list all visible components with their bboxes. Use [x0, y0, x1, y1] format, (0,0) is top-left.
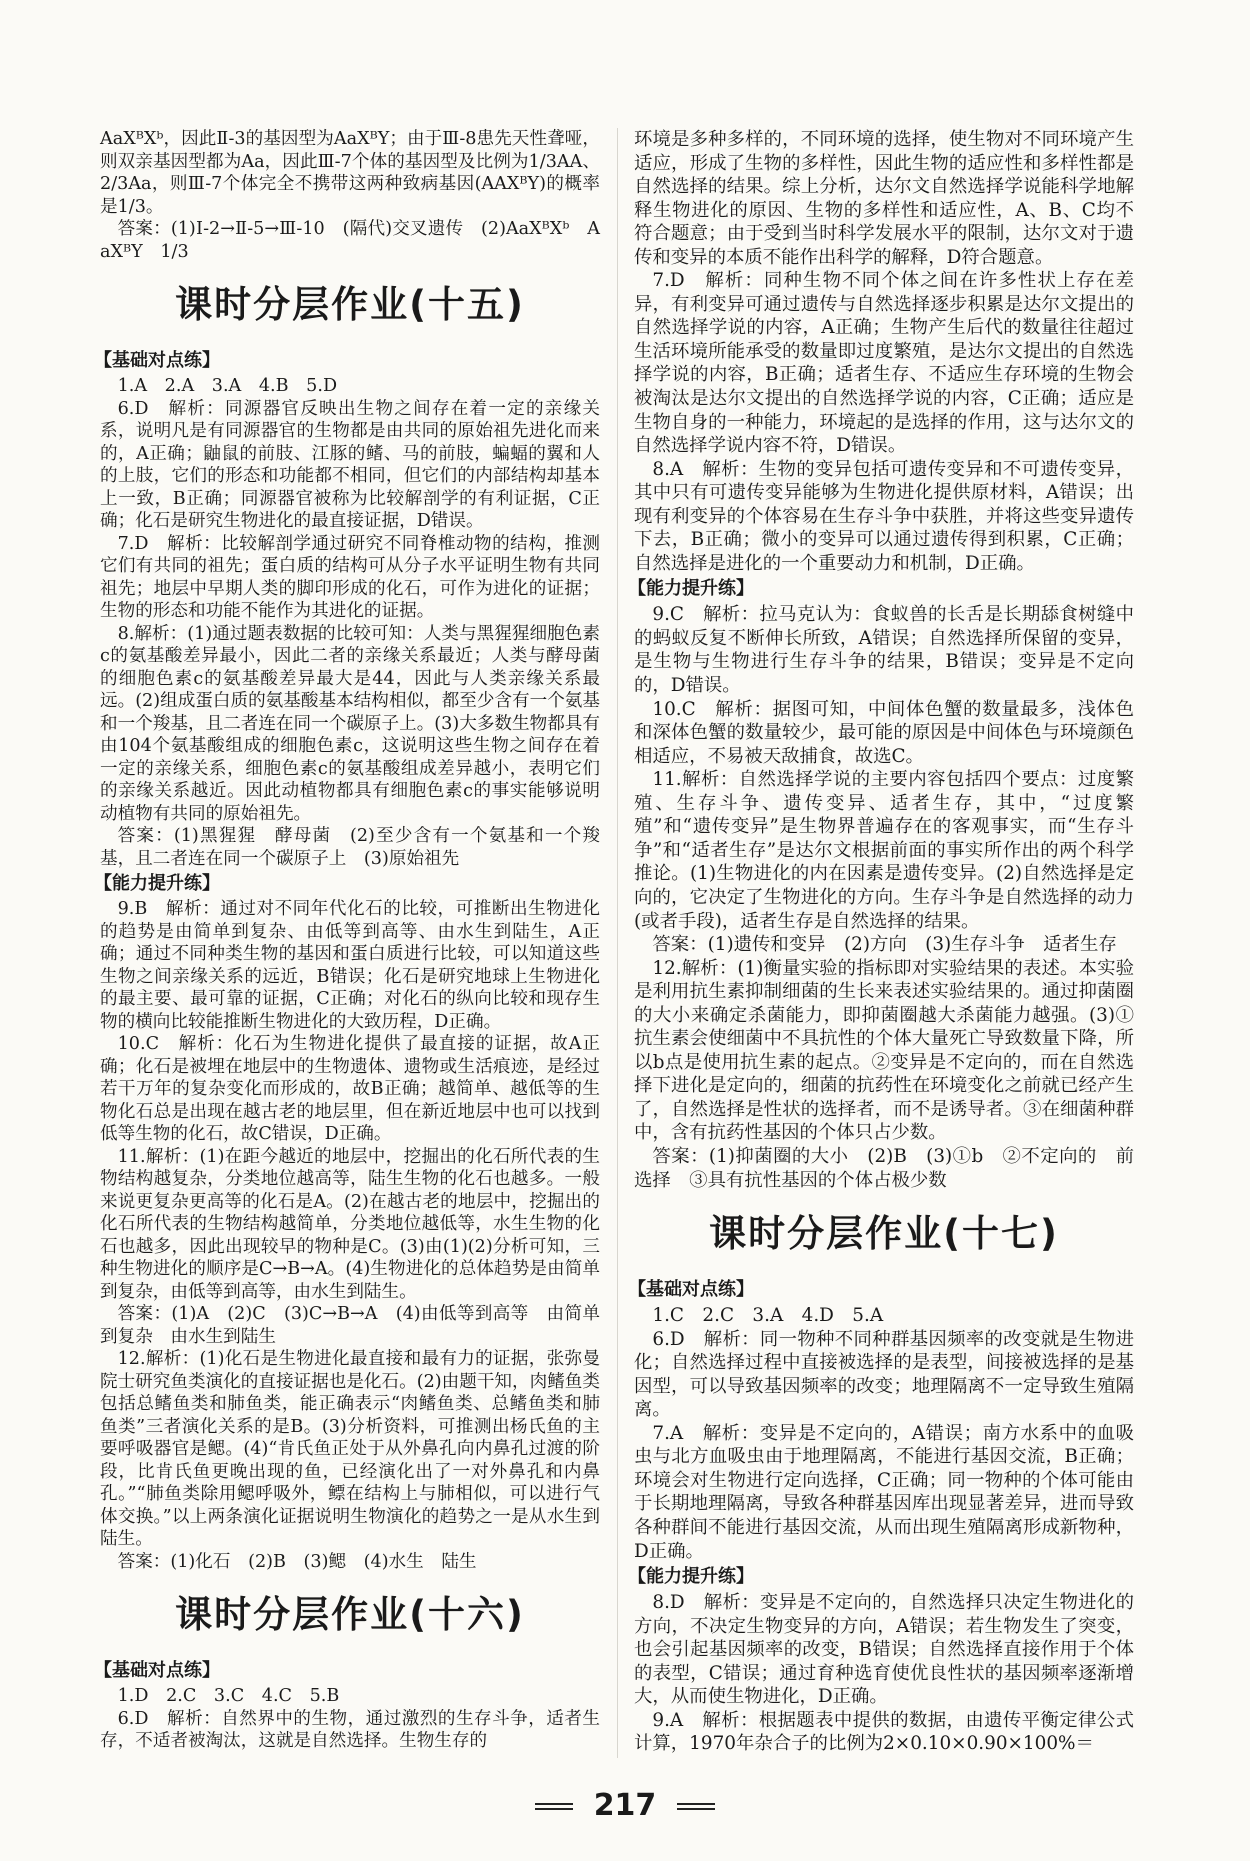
section-16-q11: 11.解析：自然选择学说的主要内容包括四个要点：过度繁殖、生存斗争、遗传变异、适者生存，其中，“过度繁殖”和“遗传变异”是生物界普遍存在的客观事实，而“生存斗争”和“适者生存”是达尔文根据前面的事实所作出的两个科学推论。(1)生物进化的内在因素是遗传变异。(2)自然选择是定向的，它决定了生物进化的方向。生存斗争是自然选择的动力(或者手段)，适者生存是自然选择的结果。 — [634, 769, 1134, 932]
section-16-q12-answer: 答案：(1)抑菌圈的大小 (2)B (3)①b ②不定向的 前 选择 ③具有抗性基因的个体占极少数 — [634, 1145, 1153, 1191]
section-17-choices: 1.C 2.C 3.A 4.D 5.A — [652, 1305, 884, 1327]
section-15-q10: 10.C 解析：化石为生物进化提供了最直接的证据，故A正确；化石是被埋在地层中的生物遗体、遗物或生活痕迹，是经过若干万年的复杂变化而形成的，故B正确；越简单、越低等的生物化石总是出现在越古老的地层里，但在新近地层中也可以找到低等生物的化石，故C错误，D正确。 — [100, 1034, 600, 1144]
section-15-choices: 1.A 2.A 3.A 4.B 5.D — [117, 376, 338, 396]
section-17-basic-heading: 【基础对点练】 — [628, 1279, 754, 1301]
section-15-q6: 6.D 解析：同源器官反映出生物之间存在着一定的亲缘关系，说明凡是有同源器官的生物都是由共同的原始祖先进化而来的，A正确；鼬鼠的前肢、江豚的鳍、马的前肢，蝙蝠的翼和人的上肢，它们的形态和功能都不相同，但它们的内部结构却基本上一致，B正确；同源器官被称为比较解剖学的有利证据，C正确；化石是研究生物进化的最直接证据，D错误。 — [100, 398, 600, 531]
section-17-q8: 8.D 解析：变异是不定向的，自然选择只决定生物进化的方向，不决定生物变异的方向，A错误；若生物发生了突变，也会引起基因频率的改变，B错误；自然选择直接作用于个体的表型，C错误；通过育种选育使优良性状的基因频率逐渐增大，从而使生物进化，D正确。 — [634, 1592, 1134, 1708]
section-15-q11-answer: 答案：(1)A (2)C (3)C→B→A (4)由低等到高等 由简单到复杂 由水生到陆生 — [100, 1304, 600, 1347]
footer-rule-right — [677, 1803, 715, 1810]
section-16-q6-continued: 环境是多种多样的，不同环境的选择，使生物对不同环境产生适应，形成了生物的多样性，因此生物的适应性和多样性都是自然选择的结果。综上分析，达尔文自然选择学说能科学地解释生物进化的原因、生物的多样性和适应性，A、B、C均不符合题意；由于受到当时科学发展水平的限制，达尔文对于遗传和变异的本质不能作出科学的解释，D符合题意。 — [634, 129, 1134, 268]
section-15-q11: 11.解析：(1)在距今越近的地层中，挖掘出的化石所代表的生物结构越复杂，分类地位越高等，陆生生物的化石也越多。一般来说更复杂更高等的化石是A。(2)在越古老的地层中，挖掘出的化石所代表的生物结构越简单，分类地位越低等，水生生物的化石也越多，因此出现较早的物种是C。(3)由(1)(2)分析可知，三种生物进化的顺序是C→B→A。(4)生物进化的总体趋势是由简单到复杂，由低等到高等，由水生到陆生。 — [100, 1146, 600, 1302]
section-16-q10: 10.C 解析：据图可知，中间体色蟹的数量最多，浅体色和深体色蟹的数量较少，最可能的原因是中间体色与环境颜色相适应，不易被天敌捕食，故选C。 — [634, 698, 1134, 767]
section-15-ability-heading: 【能力提升练】 — [94, 873, 220, 894]
section-17-ability-heading: 【能力提升练】 — [628, 1566, 754, 1588]
section-17-q9: 9.A 解析：根据题表中提供的数据，由遗传平衡定律公式计算，1970年杂合子的比例为2×0.10×0.90×100%＝ — [634, 1709, 1134, 1755]
page-number: 217 — [593, 1788, 657, 1823]
section-15-q8-answer: 答案：(1)黑猩猩 酵母菌 (2)至少含有一个氨基和一个羧基，且二者连在同一个碳原子上 (3)原始祖先 — [100, 826, 600, 869]
section-17-title: 课时分层作业(十七) — [709, 1212, 1059, 1256]
section-16-q9: 9.C 解析：拉马克认为：食蚁兽的长舌是长期舔食树缝中的蚂蚁反复不断伸长所致，A错误；自然选择所保留的变异，是生物与生物进行生存斗争的结果，B错误；变异是不定向的，D错误。 — [634, 604, 1134, 697]
column-divider — [617, 128, 618, 1758]
section-15-q12-answer: 答案：(1)化石 (2)B (3)鳃 (4)水生 陆生 — [117, 1551, 477, 1572]
intro-paragraph: AaXᴮXᵇ，因此Ⅱ-3的基因型为AaXᴮY；由于Ⅲ-8患先天性聋哑，则双亲基因型都为Aa，因此Ⅲ-7个体的基因型及比例为1/3AA、2/3Aa，则Ⅲ-7个体完全不携带这两种致病基因(AAXᴮY)的概率是1/3。 — [100, 129, 600, 217]
section-15-basic-heading: 【基础对点练】 — [94, 350, 220, 371]
section-16-ability-heading: 【能力提升练】 — [628, 578, 754, 600]
section-15-title: 课时分层作业(十五) — [175, 283, 525, 326]
section-16-basic-heading: 【基础对点练】 — [94, 1660, 220, 1681]
intro-answer: 答案：(1)Ⅰ-2→Ⅱ-5→Ⅲ-10 (隔代)交叉遗传 (2)AaXᴮXᵇ AaXᴮY 1/3 — [100, 219, 600, 262]
section-16-q7: 7.D 解析：同种生物不同个体之间在许多性状上存在差异，有利变异可通过遗传与自然选择逐步积累是达尔文提出的自然选择学说的内容，A正确；生物产生后代的数量往往超过生活环境所能承受的数量即过度繁殖，是达尔文提出的自然选择学说的内容，B正确；适者生存、不适应生存环境的生物会被淘汰是达尔文提出的自然选择学说的内容，C正确；适应是生物自身的一种能力，环境起的是选择的作用，这与达尔文的自然选择学说内容不符，D错误。 — [634, 270, 1134, 457]
section-15-q7: 7.D 解析：比较解剖学通过研究不同脊椎动物的结构，推测它们有共同的祖先；蛋白质的结构可从分子水平证明生物有共同祖先；地层中早期人类的脚印形成的化石，可作为进化的证据；生物的形态和功能不能作为其进化的证据。 — [100, 533, 600, 621]
footer-rule-left — [535, 1803, 573, 1810]
section-15-q12: 12.解析：(1)化石是生物进化最直接和最有力的证据，张弥曼院士研究鱼类演化的直接证据也是化石。(2)由题干知，肉鳍鱼类包括总鳍鱼类和肺鱼类，能正确表示“肉鳍鱼类、总鳍鱼类和肺鱼类”三者演化关系的是B。(3)分析资料，可推测出杨氏鱼的主要呼吸器官是鳃。(4)“肯氏鱼正处于从外鼻孔向内鼻孔过渡的阶段，比肯氏鱼更晚出现的鱼，已经演化出了一对外鼻孔和内鼻孔。”“肺鱼类除用鳃呼吸外，鳔在结构上与肺相似，可以进行气体交换。”以上两条演化证据说明生物演化的趋势之一是从水生到陆生。 — [100, 1349, 600, 1549]
section-16-title: 课时分层作业(十六) — [175, 1593, 525, 1636]
page-footer — [0, 1788, 1250, 1823]
section-15-q8: 8.解析：(1)通过题表数据的比较可知：人类与黑猩猩细胞色素c的氨基酸差异最小，因此二者的亲缘关系最近；人类与酵母菌的细胞色素c的氨基酸差异最大是44，因此与人类亲缘关系最远。(2)组成蛋白质的氨基酸基本结构相似，都至少含有一个氨基和一个羧基，且二者连在同一个碳原子上。(3)大多数生物都具有由104个氨基酸组成的细胞色素c，这说明这些生物之间存在着一定的亲缘关系，细胞色素c的氨基酸组成差异越小，表明它们的亲缘关系越近。因此动植物都具有细胞色素c的事实能够说明动植物有共同的原始祖先。 — [100, 623, 600, 824]
section-17-q7: 7.A 解析：变异是不定向的，A错误；南方水系中的血吸虫与北方血吸虫由于地理隔离，不能进行基因交流，B正确；环境会对生物进行定向选择，C正确；同一物种的个体可能由于长期地理隔离，导致各种群基因库出现显著差异，进而导致各种群间不能进行基因交流，从而出现生殖隔离形成新物种，D正确。 — [634, 1422, 1134, 1562]
section-15-q9: 9.B 解析：通过对不同年代化石的比较，可推断出生物进化的趋势是由简单到复杂、由低等到高等、由水生到陆生，A正确；通过不同种类生物的基因和蛋白质进行比较，可以知道这些生物之间亲缘关系的远近，B错误；化石是研究地球上生物进化的最主要、最可靠的证据，C正确；对化石的纵向比较和现存生物的横向比较能推断生物进化的大致历程，D正确。 — [100, 899, 600, 1032]
section-17-q6: 6.D 解析：同一物种不同种群基因频率的改变就是生物进化；自然选择过程中直接被选择的是表型，间接被选择的是基因型，可以导致基因频率的改变；地理隔离不一定导致生殖隔离。 — [634, 1328, 1134, 1421]
section-16-choices: 1.D 2.C 3.C 4.C 5.B — [117, 1686, 340, 1706]
section-16-q11-answer: 答案：(1)遗传和变异 (2)方向 (3)生存斗争 适者生存 — [652, 934, 1117, 956]
section-16-q8: 8.A 解析：生物的变异包括可遗传变异和不可遗传变异，其中只有可遗传变异能够为生物进化提供原材料，A错误；出现有利变异的个体容易在生存斗争中获胜，并将这些变异遗传下去，B正确；微小的变异可以通过遗传得到积累，C正确；自然选择是进化的一个重要动力和机制，D正确。 — [634, 458, 1134, 574]
section-16-q6: 6.D 解析：自然界中的生物，通过激烈的生存斗争，适者生存，不适者被淘汰，这就是自然选择。生物生存的 — [100, 1708, 600, 1751]
left-column — [94, 128, 600, 1753]
section-16-q12: 12.解析：(1)衡量实验的指标即对实验结果的表述。本实验是利用抗生素抑制细菌的生长来表述实验结果的。通过抑菌圈的大小来确定杀菌能力，即抑菌圈越大杀菌能力越强。(3)①抗生素会使细菌中不具抗性的个体大量死亡导致数量下降，所以b点是使用抗生素的起点。②变异是不定向的，而在自然选择下进化是定向的，细菌的抗药性在环境变化之前就已经产生了，自然选择是性状的选择者，而不是诱导者。③在细菌种群中，含有抗药性基因的个体只占少数。 — [634, 957, 1134, 1144]
right-column — [628, 128, 1153, 1756]
